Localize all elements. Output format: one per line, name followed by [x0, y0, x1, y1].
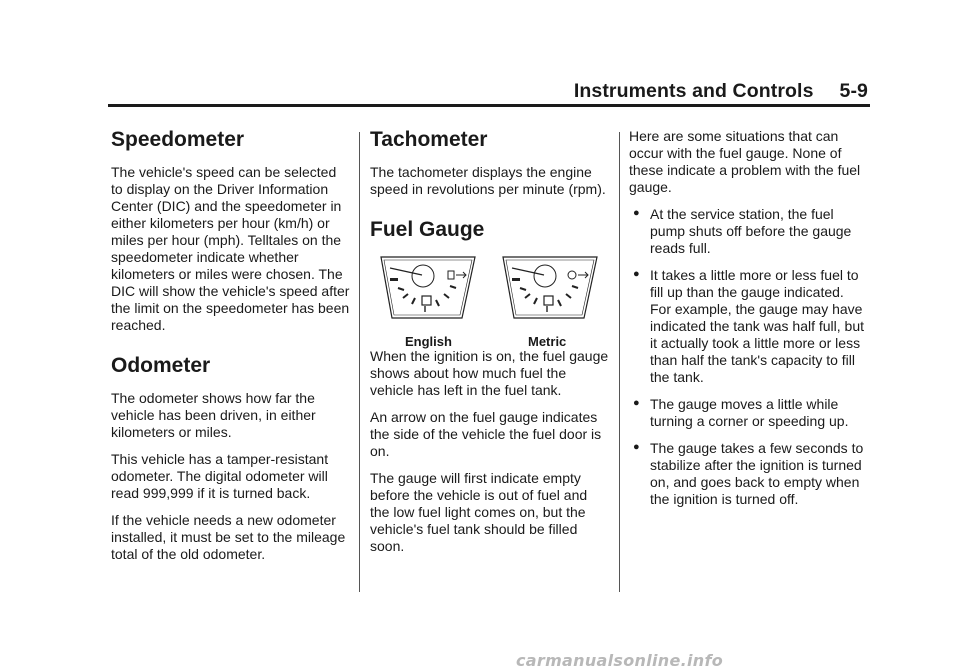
bullet-icon: ●: [633, 441, 640, 453]
fuel-gauge-metric-image: [500, 254, 600, 322]
speedometer-heading: Speedometer: [111, 128, 245, 151]
page-number: 5-9: [839, 80, 868, 102]
column-middle: [370, 128, 610, 565]
bullet-icon: ●: [633, 397, 640, 409]
odometer-heading: Odometer: [111, 354, 211, 377]
list-item: [629, 396, 867, 430]
column-divider-1: [359, 132, 360, 592]
column-right: [629, 128, 867, 518]
fuel-gauge-heading: Fuel Gauge: [370, 218, 485, 241]
fuel-paragraph-3: The gauge will first indicate empty before the vehicle is out of fuel and the low fuel light comes on, but the vehicle's fuel tank should be filled soon.: [370, 470, 588, 554]
fuel-gauge-english-image: [378, 254, 478, 322]
gauge-metric-caption: Metric: [528, 334, 567, 349]
watermark: carmanualsonline.info: [516, 651, 724, 670]
tachometer-heading: Tachometer: [370, 128, 488, 151]
tachometer-text: The tachometer displays the engine speed in revolutions per minute (rpm).: [370, 164, 606, 197]
bullet-icon: ●: [633, 207, 640, 219]
page-header: [574, 80, 868, 103]
fuel-gauge-illustrations: [370, 254, 610, 348]
gauge-english-caption: English: [405, 334, 452, 349]
section-title: Instruments and Controls: [573, 80, 814, 102]
fuel-situations-list: [629, 206, 867, 508]
list-item: [629, 267, 867, 386]
list-item-text: At the service station, the fuel pump shuts off before the gauge reads full.: [650, 206, 852, 256]
fuel-paragraph-1: When the ignition is on, the fuel gauge shows about how much fuel the vehicle has left in the fuel tank.: [370, 348, 609, 398]
odometer-paragraph-3: If the vehicle needs a new odometer installed, it must be set to the mileage total of the old odometer.: [111, 512, 346, 562]
list-item-text: The gauge takes a few seconds to stabilize after the ignition is turned on, and goes back to empty when the ignition is turned off.: [650, 440, 864, 507]
odometer-paragraph-2: This vehicle has a tamper-resistant odometer. The digital odometer will read 999,999 if it is turned back.: [111, 451, 329, 501]
list-item-text: The gauge moves a little while turning a corner or speeding up.: [650, 396, 849, 429]
list-item-text: It takes a little more or less fuel to fill up than the gauge indicated. For example, the gauge may have indicated the tank was half full, but it actually took a little more or less than half the tank's capacity to fill the tank.: [650, 267, 865, 385]
odometer-paragraph-1: The odometer shows how far the vehicle has been driven, in either kilometers or miles.: [111, 390, 316, 440]
column-left: [111, 128, 351, 573]
fuel-paragraph-2: An arrow on the fuel gauge indicates the side of the vehicle the fuel door is on.: [370, 409, 602, 459]
header-rule: [108, 104, 870, 107]
list-item: [629, 206, 867, 257]
column-divider-2: [619, 132, 620, 592]
speedometer-text: The vehicle's speed can be selected to display on the Driver Information Center (DIC) and the speedometer in either kilometers per hour (km/h) or miles per hour (mph). Telltales on the speedometer indicate whether kilometers or miles were chosen. The DIC will show the vehicle's speed after the limit on the speedometer has been reached.: [111, 164, 350, 333]
list-item: [629, 440, 867, 508]
bullet-icon: ●: [633, 268, 640, 280]
fuel-situations-intro: Here are some situations that can occur with the fuel gauge. None of these indicate a problem with the fuel gauge.: [629, 128, 861, 195]
